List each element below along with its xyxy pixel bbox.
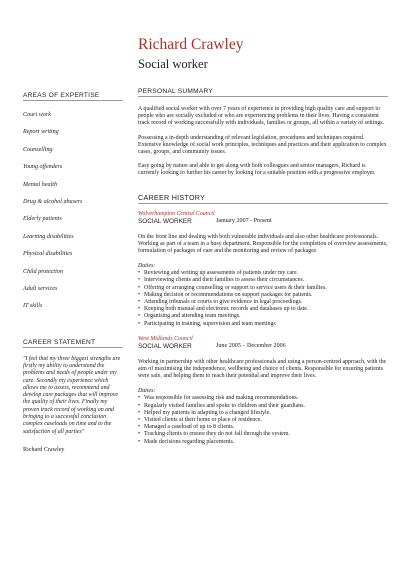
duty-item: • Organising and attending team meetings. [138, 313, 388, 320]
duty-item: • Visited clients at their home or place of residence. [138, 417, 388, 424]
duty-item: • Regularly visited families and spoke to children and their guardians. [138, 403, 388, 410]
job-title-line [138, 343, 388, 350]
job-dates: January 2007 - Present [216, 217, 272, 224]
duties-label: Duties: [138, 263, 156, 270]
duties-list [138, 270, 388, 328]
statement-heading: CAREER STATEMENT [23, 338, 96, 346]
expertise-item: Court work [23, 112, 51, 118]
main-content [138, 88, 388, 446]
summary-heading: PERSONAL SUMMARY [138, 88, 214, 95]
job-description: On the front line and dealing with both vulnerable individuals and also other healthcare professionals. Working as part of a team in a busy department. Responsible for the completion of overview assessments, formulation of packages of care and the monitoring and review of packages [138, 233, 388, 255]
expertise-rule [23, 100, 123, 101]
duty-item: • Attending tribunals or courts to give evidence in legal proceedings. [138, 299, 388, 306]
career-statement: "I feel that my three biggest strengths are firstly my ability to understand the problems and needs of people under my care. Secondly my experience which allows me to assess, recommend and develop care packages that will improve the quality of their lives. Finally my proven track record of working on and bringing to a successful conclusion complex caseloads on time and to the satisfaction of all parties" [23, 355, 121, 435]
duty-item: • Made decisions regarding placements. [138, 439, 388, 446]
job-title: SOCIAL WORKER [138, 217, 192, 225]
duty-item: • Interviewing clients and their families to assess their circumstances. [138, 277, 388, 284]
expertise-item: Adult services [23, 285, 58, 292]
summary-paragraph: A qualified social worker with over 7 years of experience in providing high quality care and support to people who are socially excluded or who are experiencing problems in their lives. Having a consistent track record of working successfully with individuals, families or groups, all within a variety of settings. [138, 106, 385, 127]
duties-label: Duties: [138, 388, 156, 395]
job-description: Working in partnership with other healthcare professionals and using a person-centred approach, with the aim of maximising the independence, wellbeing and choice of clients. Responsible for ensuring patients were safe, and helping them to reach their potential and improve their lives. [138, 358, 387, 380]
employer-name: West Midlands Council [138, 335, 193, 342]
candidate-name: Richard Crawley [138, 36, 244, 53]
sidebar [23, 92, 123, 453]
expertise-item: Drug & alcohol abusers [23, 198, 83, 205]
duty-item: • Offering or arranging counselling or support to service users & their families. [138, 285, 388, 292]
duty-item: • Reviewing and writing up assessments of patients under my care. [138, 270, 388, 277]
duty-item: • Managed a caseload of up to 8 clients. [138, 424, 388, 431]
duty-item: • Helped my patients in adapting to a changed lifestyle. [138, 410, 388, 417]
history-rule [138, 203, 388, 204]
expertise-item: Mental health [23, 181, 58, 188]
candidate-role: Social worker [138, 57, 208, 71]
expertise-item: Physical disabilities [23, 251, 73, 258]
expertise-list [23, 111, 123, 320]
job-title-line [138, 218, 388, 225]
expertise-item: Elderly patients [23, 216, 62, 223]
duty-item: • Making decision or recommendations on support packages for patients. [138, 292, 388, 299]
history-heading: CAREER HISTORY [138, 192, 206, 202]
expertise-item: Child protection [23, 268, 63, 275]
expertise-item: Counselling [23, 146, 53, 153]
duty-item: • Was responsible for assessing risk and making recommendations. [138, 395, 388, 402]
summary-paragraph: Possessing a in-depth understanding of relevant legislation, procedures and techniques required. Extensive knowledge of social work principles, techniques and practices and their application to complex cases, groups, and community issues. [138, 134, 387, 156]
expertise-item: IT skills [23, 303, 43, 310]
job-entry [138, 336, 388, 446]
job-title: SOCIAL WORKER [138, 342, 192, 350]
expertise-item: Young offenders [23, 164, 63, 171]
expertise-item: Learning disabilities [23, 233, 74, 240]
duty-item: • Keeping both manual and electronic records and databases up to date. [138, 306, 388, 313]
statement-rule [23, 347, 123, 348]
summary-paragraph: Easy going by nature and able to get along with both colleagues and senior managers, Richard is currently looking to further his career by looking for a suitable position with a progressive employer. [138, 163, 376, 177]
duties-list [138, 395, 388, 445]
duty-item: • Tracking clients to ensure they do not fall through the system. [138, 431, 388, 438]
summary-rule [138, 96, 388, 97]
job-entry [138, 211, 388, 328]
signature: Richard Crawley [23, 446, 65, 453]
expertise-heading: AREAS OF EXPERTISE [23, 92, 100, 99]
employer-name: Wolverhampton Central Council [138, 210, 215, 217]
job-dates: June 2005 – December 2006 [216, 342, 286, 349]
duty-item: • Participating in training, supervision and team meetings [138, 321, 388, 328]
expertise-item: Report writing [23, 129, 59, 136]
